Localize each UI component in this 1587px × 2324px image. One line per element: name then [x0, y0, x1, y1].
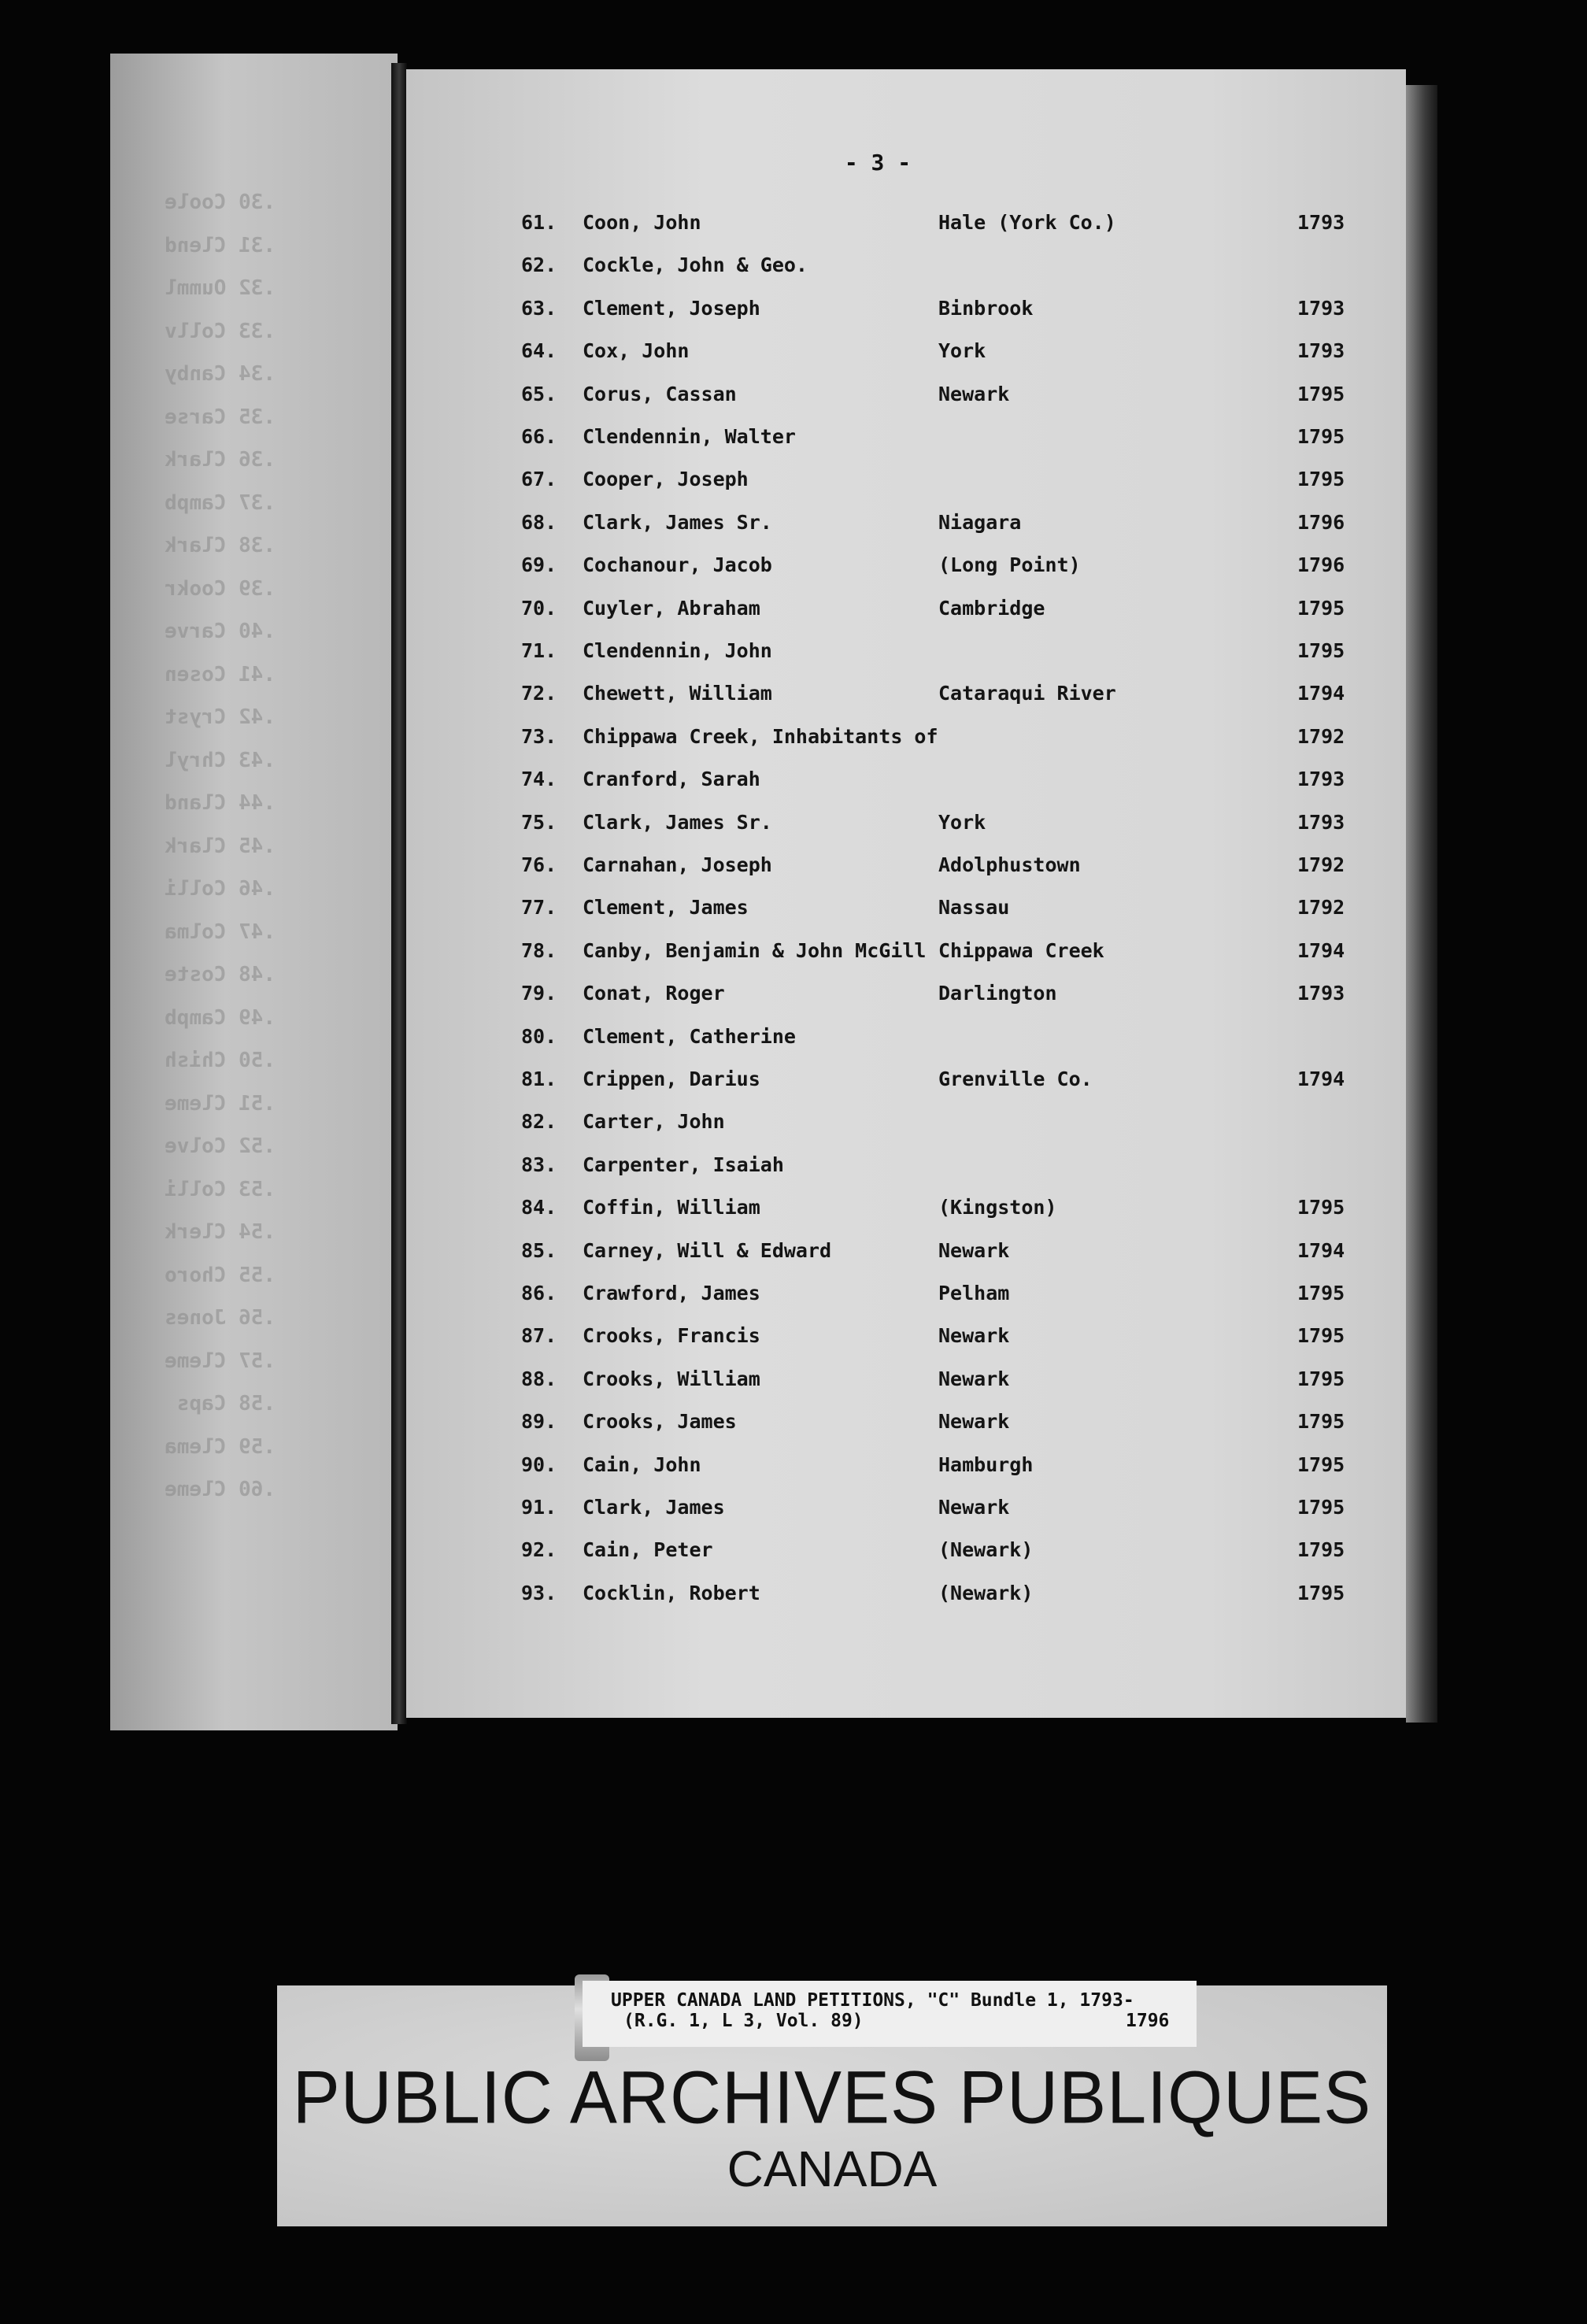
ghost-line: .56 Jones	[165, 1306, 276, 1330]
petition-num: 70.	[521, 596, 557, 620]
petition-num: 69.	[521, 553, 557, 577]
ghost-line: .32 Oumml	[165, 276, 276, 300]
petition-row	[0, 597, 1587, 636]
petition-row	[0, 1239, 1587, 1279]
petition-num: 82.	[521, 1110, 557, 1134]
petition-name: Conat, Roger	[583, 982, 725, 1005]
petition-num: 65.	[521, 382, 557, 405]
petition-name: Crooks, William	[583, 1367, 760, 1390]
petition-num: 71.	[521, 639, 557, 662]
petition-num: 87.	[521, 1324, 557, 1348]
petition-row	[0, 1153, 1587, 1193]
petition-num: 77.	[521, 896, 557, 920]
collection-tag-line3: 1796	[1126, 2011, 1170, 2031]
petition-name: Clement, James	[583, 896, 749, 920]
ghost-line: .38 Clark	[165, 534, 276, 557]
petition-name: Clendennin, Walter	[583, 425, 796, 448]
petition-name: Corus, Cassan	[583, 382, 737, 405]
petition-name: Crooks, James	[583, 1410, 737, 1434]
petition-place: (Newark)	[938, 1538, 1034, 1562]
petition-num: 83.	[521, 1153, 557, 1176]
petition-row	[0, 1196, 1587, 1235]
ghost-line: .60 Cleme	[165, 1478, 276, 1501]
archive-title: PUBLIC ARCHIVES PUBLIQUES	[292, 2056, 1372, 2140]
petition-year: 1792	[1297, 896, 1345, 920]
petition-year: 1793	[1297, 211, 1345, 234]
petition-num: 64.	[521, 339, 557, 363]
petition-row	[0, 339, 1587, 379]
petition-num: 93.	[521, 1581, 557, 1604]
petition-year: 1793	[1297, 982, 1345, 1005]
petition-name: Clement, Joseph	[583, 296, 760, 320]
petition-row	[0, 425, 1587, 464]
ghost-line: .49 Campb	[165, 1005, 276, 1030]
petition-row	[0, 211, 1587, 250]
ghost-line: .35 Carse	[165, 405, 276, 429]
petition-year: 1794	[1297, 1068, 1345, 1090]
petition-name: Crippen, Darius	[583, 1068, 760, 1090]
petition-num: 75.	[521, 810, 557, 834]
petition-place: Darlington	[938, 982, 1057, 1005]
petition-place: Newark	[938, 1496, 1010, 1519]
petition-place: York	[938, 339, 986, 363]
ghost-line: .52 Colve	[165, 1134, 276, 1158]
petition-year: 1795	[1297, 382, 1345, 405]
collection-tag-line2: (R.G. 1, L 3, Vol. 89)	[623, 2011, 864, 2031]
ghost-line: .37 Campb	[165, 490, 276, 515]
ghost-line: .47 Colma	[165, 920, 276, 944]
petition-row	[0, 383, 1587, 422]
petition-num: 68.	[521, 510, 557, 534]
petition-year: 1795	[1297, 468, 1345, 491]
petition-row	[0, 553, 1587, 593]
petition-row	[0, 511, 1587, 550]
petition-name: Cocklin, Robert	[583, 1581, 760, 1604]
petition-name: Clendennin, John	[583, 639, 772, 662]
ghost-line: .48 Coste	[165, 963, 276, 986]
petition-year: 1795	[1297, 1367, 1345, 1390]
archive-subtitle: CANADA	[727, 2141, 938, 2197]
petition-row	[0, 982, 1587, 1021]
petition-name: Cain, John	[583, 1452, 701, 1476]
petition-name: Carpenter, Isaiah	[583, 1153, 784, 1176]
petition-name: Chewett, William	[583, 682, 772, 705]
petition-num: 91.	[521, 1496, 557, 1519]
ghost-line: .50 Chish	[165, 1049, 276, 1072]
collection-tag	[583, 1981, 1197, 2047]
petition-place: Hamburgh	[938, 1452, 1034, 1476]
petition-year: 1794	[1297, 682, 1345, 705]
petition-year: 1795	[1297, 1196, 1345, 1219]
ghost-line: .53 Colli	[165, 1177, 276, 1201]
petition-row	[0, 253, 1587, 293]
petition-name: Chippawa Creek, Inhabitants of	[583, 724, 938, 748]
petition-name: Cooper, Joseph	[583, 468, 749, 491]
petition-year: 1793	[1297, 768, 1345, 791]
petition-year: 1796	[1297, 510, 1345, 534]
petition-name: Coon, John	[583, 211, 701, 234]
petition-row	[0, 1453, 1587, 1493]
ghost-line: .44 Cland	[165, 791, 276, 815]
petition-row	[0, 1496, 1587, 1535]
petition-name: Carter, John	[583, 1110, 725, 1134]
petition-num: 80.	[521, 1024, 557, 1048]
ghost-line: .57 Cleme	[165, 1349, 276, 1373]
ghost-line: .34 Canby	[165, 362, 276, 386]
petition-num: 90.	[521, 1452, 557, 1476]
petition-year: 1795	[1297, 1538, 1345, 1562]
petition-row	[0, 1068, 1587, 1107]
page-number: - 3 -	[844, 150, 912, 176]
petition-place: Newark	[938, 1410, 1010, 1434]
petition-num: 72.	[521, 682, 557, 705]
petition-row	[0, 853, 1587, 893]
petition-row	[0, 1367, 1587, 1407]
petition-name: Cuyler, Abraham	[583, 596, 760, 620]
petition-year: 1792	[1297, 853, 1345, 876]
petition-row	[0, 811, 1587, 850]
petition-year: 1795	[1297, 639, 1345, 662]
petition-place: Newark	[938, 1367, 1010, 1390]
petition-num: 73.	[521, 724, 557, 748]
petition-row	[0, 297, 1587, 336]
petition-row	[0, 768, 1587, 807]
collection-tag-line1: UPPER CANADA LAND PETITIONS, "C" Bundle 1, 1793-	[611, 1990, 1134, 2011]
ghost-line: .58 Caps	[176, 1392, 276, 1415]
petition-year: 1795	[1297, 1410, 1345, 1434]
petition-year: 1796	[1297, 553, 1345, 577]
petition-place: Cataraqui River	[938, 682, 1116, 705]
petition-year: 1795	[1297, 596, 1345, 620]
petition-place: Adolphustown	[938, 853, 1081, 876]
petition-num: 63.	[521, 296, 557, 320]
petition-name: Canby, Benjamin & John McGill	[583, 938, 927, 962]
petition-name: Cox, John	[583, 339, 690, 363]
petition-year: 1793	[1297, 339, 1345, 363]
petition-num: 89.	[521, 1410, 557, 1434]
petition-name: Cain, Peter	[583, 1538, 713, 1562]
petition-num: 62.	[521, 253, 557, 277]
petition-num: 66.	[521, 425, 557, 448]
ghost-line: .43 Chryl	[165, 748, 276, 772]
petition-row	[0, 468, 1587, 507]
petition-row	[0, 639, 1587, 679]
petition-num: 88.	[521, 1367, 557, 1390]
petition-place: Niagara	[938, 510, 1022, 534]
petition-num: 81.	[521, 1068, 557, 1090]
ghost-line: .54 Clerk	[165, 1220, 276, 1244]
ghost-line: .40 Carve	[165, 620, 276, 643]
ghost-line: .30 Coole	[165, 191, 276, 214]
ghost-line: .33 Collv	[165, 319, 276, 343]
petition-place: (Newark)	[938, 1581, 1034, 1604]
petition-row	[0, 939, 1587, 979]
petition-name: Clark, James Sr.	[583, 810, 772, 834]
petition-num: 74.	[521, 768, 557, 791]
ghost-line: .45 Clark	[165, 834, 276, 858]
ghost-line: .39 Cookr	[165, 576, 276, 601]
petition-num: 79.	[521, 982, 557, 1005]
petition-place: (Long Point)	[938, 553, 1081, 577]
petition-row	[0, 1538, 1587, 1578]
petition-year: 1795	[1297, 1496, 1345, 1519]
petition-year: 1793	[1297, 296, 1345, 320]
petition-name: Carnahan, Joseph	[583, 853, 772, 876]
petition-name: Cranford, Sarah	[583, 768, 760, 791]
petition-row	[0, 1110, 1587, 1149]
petition-num: 76.	[521, 853, 557, 876]
ghost-line: .36 Clark	[165, 448, 276, 472]
petition-num: 84.	[521, 1196, 557, 1219]
petition-year: 1793	[1297, 810, 1345, 834]
ghost-line: .55 Choro	[165, 1263, 276, 1287]
petition-place: Pelham	[938, 1282, 1010, 1304]
petition-name: Coffin, William	[583, 1196, 760, 1219]
petition-place: (Kingston)	[938, 1196, 1057, 1219]
petition-place: Nassau	[938, 896, 1010, 920]
petition-row	[0, 1324, 1587, 1364]
petition-row	[0, 1582, 1587, 1621]
petition-row	[0, 682, 1587, 721]
petition-name: Clement, Catherine	[583, 1024, 796, 1048]
petition-place: Newark	[938, 382, 1010, 405]
petition-row	[0, 1410, 1587, 1449]
ghost-line: .51 Cleme	[165, 1091, 276, 1116]
petition-place: Grenville Co.	[938, 1068, 1093, 1090]
petition-row	[0, 725, 1587, 764]
ghost-line: .41 Cosen	[165, 662, 276, 686]
petition-num: 92.	[521, 1538, 557, 1562]
petition-year: 1794	[1297, 1238, 1345, 1262]
petition-name: Crooks, Francis	[583, 1324, 760, 1348]
petition-year: 1795	[1297, 1452, 1345, 1476]
petition-num: 67.	[521, 468, 557, 491]
petition-year: 1795	[1297, 1282, 1345, 1304]
petition-row	[0, 1282, 1587, 1321]
petition-name: Clark, James Sr.	[583, 510, 772, 534]
petition-num: 86.	[521, 1282, 557, 1304]
ghost-line: .46 Colli	[165, 877, 276, 901]
petition-name: Crawford, James	[583, 1282, 760, 1304]
petition-year: 1795	[1297, 1581, 1345, 1604]
ghost-line: .59 Clema	[165, 1434, 276, 1459]
petition-num: 78.	[521, 938, 557, 962]
petition-year: 1795	[1297, 1324, 1345, 1348]
petition-year: 1792	[1297, 724, 1345, 748]
petition-place: Cambridge	[938, 596, 1045, 620]
petition-place: Chippawa Creek	[938, 938, 1104, 962]
petition-num: 85.	[521, 1238, 557, 1262]
petition-name: Carney, Will & Edward	[583, 1238, 832, 1262]
petition-place: Hale (York Co.)	[938, 211, 1116, 234]
ghost-line: .31 Clend	[165, 233, 276, 257]
petition-name: Cochanour, Jacob	[583, 553, 772, 577]
petition-name: Clark, James	[583, 1496, 725, 1519]
ghost-line: .42 Cryst	[165, 705, 276, 729]
petition-place: Newark	[938, 1324, 1010, 1348]
petition-year: 1795	[1297, 425, 1345, 448]
petition-row	[0, 896, 1587, 935]
petition-place: Binbrook	[938, 296, 1034, 320]
petition-num: 61.	[521, 211, 557, 234]
petition-name: Cockle, John & Geo.	[583, 253, 808, 277]
petition-year: 1794	[1297, 938, 1345, 962]
petition-place: Newark	[938, 1238, 1010, 1262]
petition-place: York	[938, 810, 986, 834]
petition-row	[0, 1025, 1587, 1064]
